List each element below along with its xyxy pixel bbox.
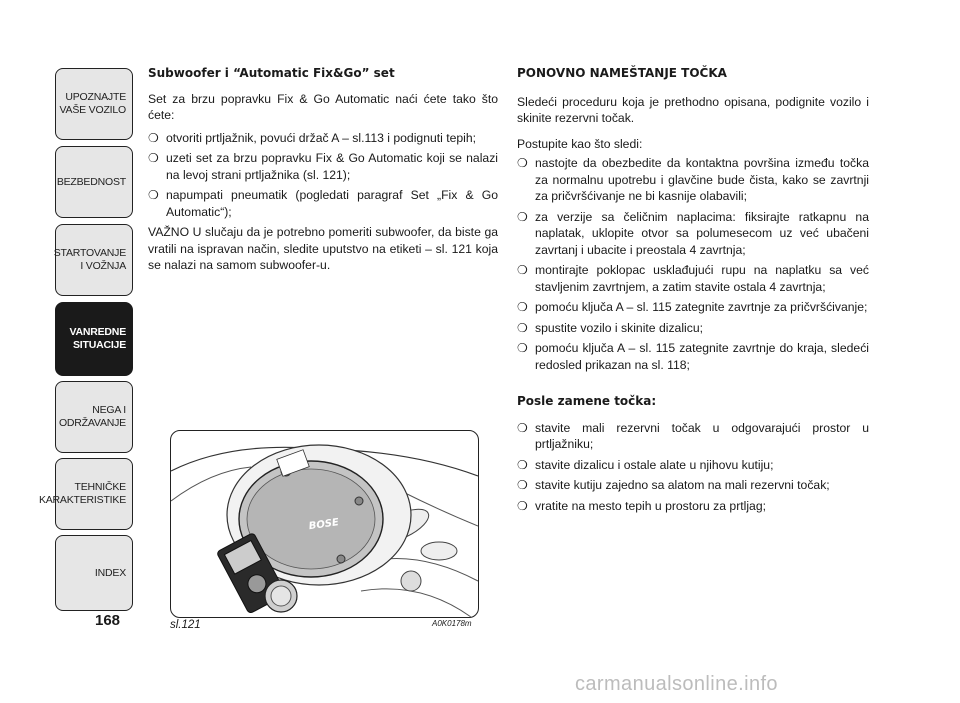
watermark: carmanualsonline.info [575, 673, 778, 695]
bullet-icon: ❍ [517, 263, 528, 277]
list-item-text: stavite mali rezervni točak u odgovarajući prostor u prtljažniku; [535, 420, 869, 451]
list-item [517, 155, 869, 205]
bullet-icon: ❍ [148, 188, 159, 202]
list-item [517, 498, 869, 515]
bullet-icon: ❍ [517, 300, 528, 314]
trunk-illustration [171, 431, 478, 617]
list-item [517, 262, 869, 295]
tab-label-line: UPOZNAJTE [65, 91, 126, 103]
bullet-icon: ❍ [517, 320, 528, 335]
left-column [148, 65, 498, 280]
list-item [148, 130, 498, 147]
tab-tehnicke-karakteristike[interactable] [38, 458, 133, 530]
right-column [517, 65, 869, 518]
bose-logo: BOSE [308, 517, 340, 533]
bullet-icon: ❍ [517, 209, 528, 224]
important-note: VAŽNO U slučaju da je potrebno pomeriti subwoofer, da biste ga vratili na ispravan način, sledite uputstvo na etiketi – sl. 121 koja se nalazi na samom subwoofer-u. [148, 225, 498, 272]
list-item-text: uzeti set za brzu popravku Fix & Go Automatic koji se nalazi na levoj strani prtljažnika (sl. 121); [166, 151, 498, 182]
figure-code: A0K0178m [432, 619, 472, 628]
tab-label-line: VAŠE VOZILO [59, 104, 126, 116]
bullet-icon: ❍ [517, 156, 528, 170]
page-number: 168 [95, 612, 121, 629]
list-item-text: otvoriti prtljažnik, povući držač A – sl.113 i podignuti tepih; [166, 130, 477, 145]
list-item [148, 150, 498, 183]
list-item [517, 457, 869, 474]
left-intro: Set za brzu popravku Fix & Go Automatic naći ćete tako što ćete: [148, 91, 498, 122]
steps-intro: Postupite kao što sledi: [517, 136, 643, 151]
subwoofer-heading: Subwoofer i “Automatic Fix&Go” set [148, 66, 395, 80]
list-item-text: pomoću ključa A – sl. 115 zategnite zavrtnje do kraja, sledeći redosled prikazan na sl. 118; [535, 341, 869, 372]
list-item-text: stavite dizalicu i ostale alate u njihovu kutiju; [535, 457, 774, 472]
tab-label-line: INDEX [94, 566, 126, 579]
wheel-refit-heading: PONOVNO NAMEŠTANJE TOČKA [517, 66, 727, 80]
bullet-icon: ❍ [517, 341, 528, 355]
list-item-text: montirajte poklopac usklađujući rupu na naplatku sa već stavljenim zavrtnjem, a zatim stavite ostala 4 zavrtnja; [535, 263, 869, 294]
bullet-icon: ❍ [517, 498, 528, 513]
list-item-text: za verzije sa čeličnim naplacima: fiksirajte ratkapnu na naplatak, uklopite otvor sa polumesecom uz već ubačeni zavrtanj i ubacite i preostala 4 zavrtnja; [535, 209, 869, 257]
list-item-text: pomoću ključa A – sl. 115 zategnite zavrtnje za pričvršćivanje; [535, 300, 868, 314]
bullet-icon: ❍ [148, 130, 159, 145]
tab-label-line: BEZBEDNOST [56, 175, 126, 188]
list-item [517, 340, 869, 373]
tab-label-line: TEHNIČKE [74, 481, 126, 493]
bullet-icon: ❍ [517, 457, 528, 472]
list-item [517, 209, 869, 259]
tab-upoznajte-vase-vozilo[interactable] [55, 68, 133, 140]
list-item [148, 187, 498, 220]
bullet-icon: ❍ [517, 478, 528, 492]
tab-label-line: VANREDNE [69, 326, 126, 338]
tab-label-line: NEGA I [92, 404, 126, 416]
list-item-text: spustite vozilo i skinite dizalicu; [535, 320, 703, 335]
right-intro: Sledeći proceduru koja je prethodno opisana, podignite vozilo i skinite rezervni točak. [517, 94, 869, 125]
list-item-text: nastojte da obezbedite da kontaktna površina između točka za normalnu upotrebu i glavčine bude čista, kako se zavrtnji za pričvršćivanje ne bi kasnije olabavili; [535, 156, 869, 203]
list-item [517, 477, 869, 494]
tab-nega-i-odrzavanje[interactable] [55, 381, 133, 453]
list-item [517, 420, 869, 453]
list-item-text: napumpati pneumatik (pogledati paragraf Set „Fix & Go Automatic“); [166, 188, 498, 219]
list-item-text: stavite kutiju zajedno sa alatom na mali rezervni točak; [535, 478, 830, 492]
tab-bezbednost[interactable] [55, 146, 133, 218]
list-item [517, 320, 869, 337]
tab-index[interactable] [55, 535, 133, 611]
bullet-icon: ❍ [148, 151, 159, 165]
tab-label-line: KARAKTERISTIKE [38, 494, 126, 506]
tab-vanredne-situacije[interactable] [55, 302, 133, 376]
tab-label-line: ODRŽAVANJE [58, 417, 126, 429]
bullet-icon: ❍ [517, 420, 528, 435]
tab-label-line: SITUACIJE [72, 339, 126, 351]
tab-label-line: STARTOVANJE [53, 247, 126, 259]
tab-label-line: I VOŽNJA [80, 260, 126, 272]
list-item-text: vratite na mesto tepih u prostoru za prtljag; [535, 498, 767, 513]
figure-trunk-subwoofer [170, 430, 479, 618]
list-item [517, 299, 869, 316]
after-change-heading: Posle zamene točka: [517, 394, 657, 408]
figure-label: sl.121 [170, 619, 201, 631]
tab-startovanje-i-voznja[interactable] [55, 224, 133, 296]
